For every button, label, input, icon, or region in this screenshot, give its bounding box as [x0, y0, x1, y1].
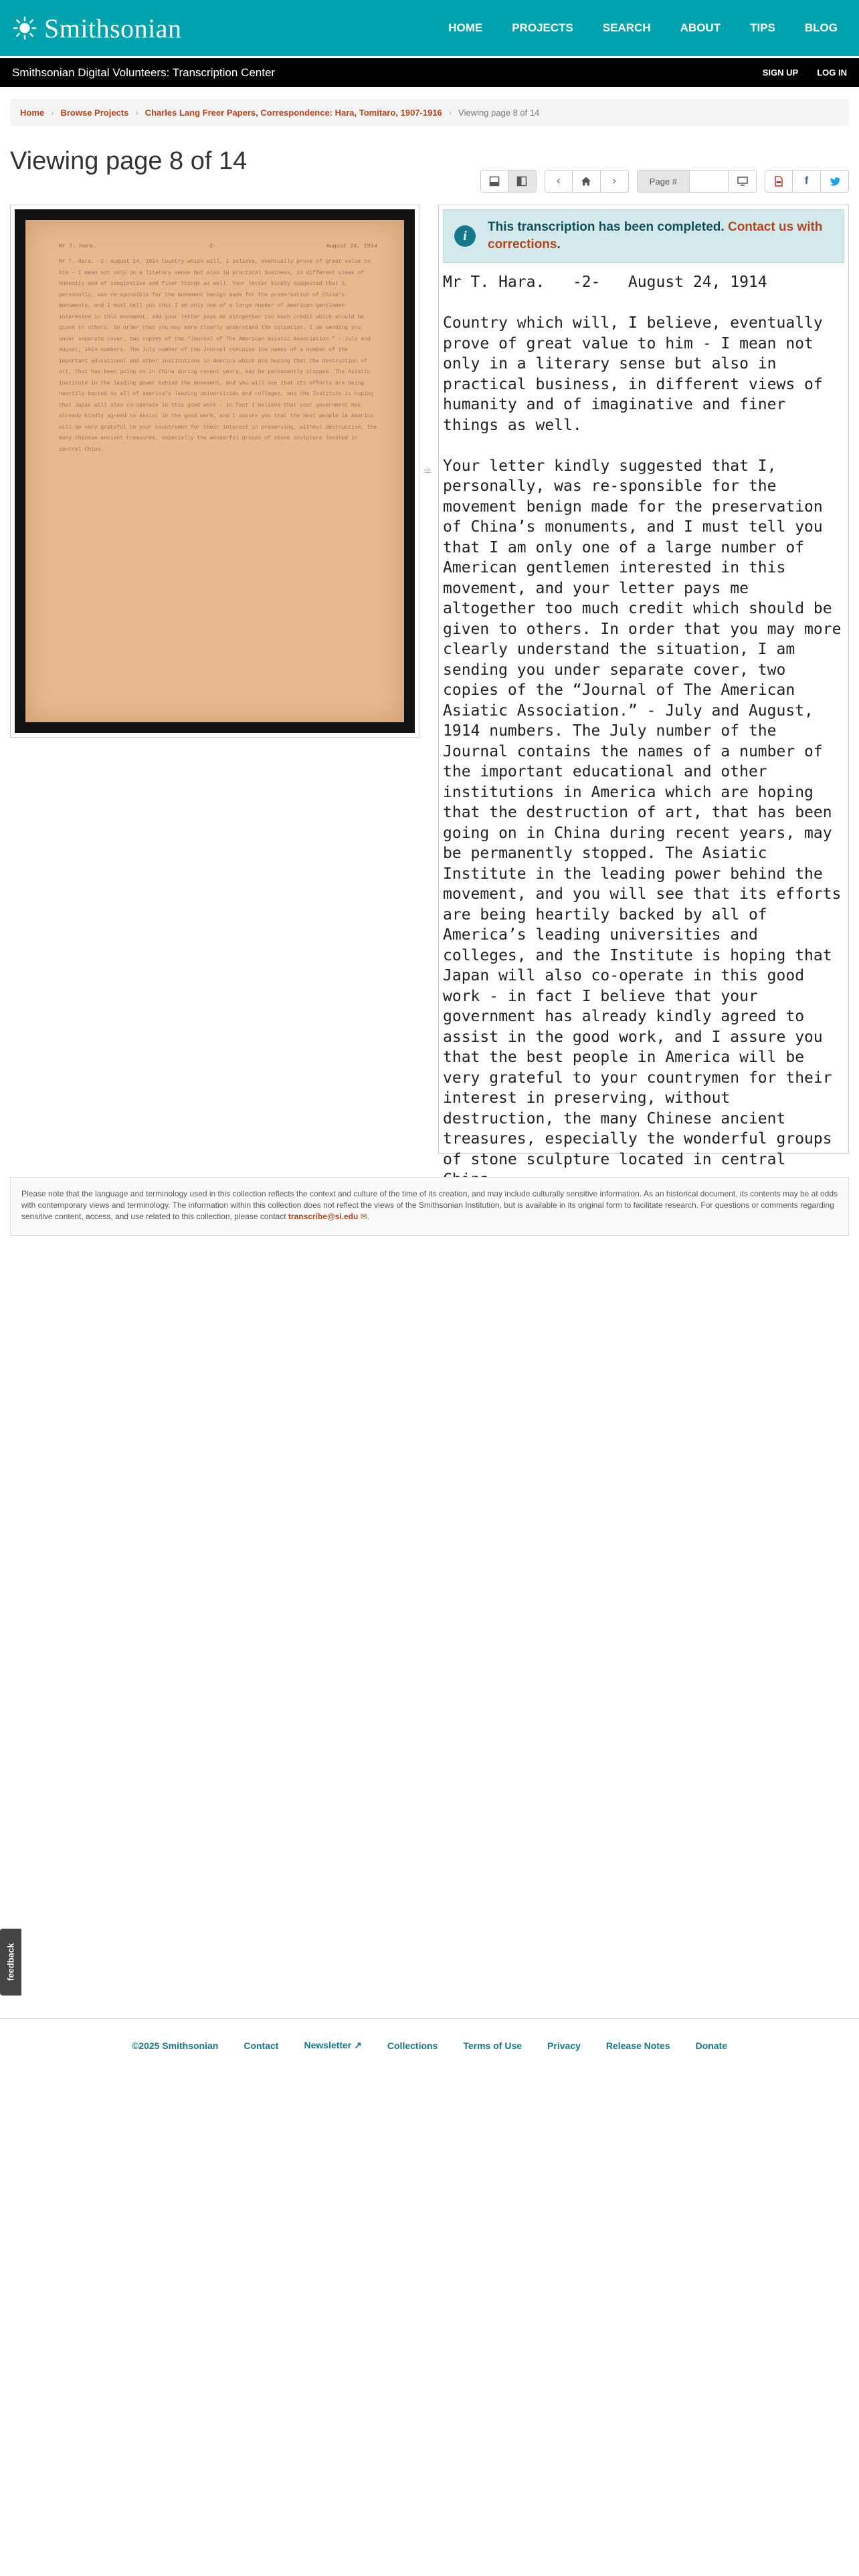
breadcrumb-separator: ›: [135, 107, 138, 118]
contact-corrections-link[interactable]: Contact us with corrections: [488, 220, 823, 251]
auth-links: [763, 68, 847, 78]
alert-period: .: [557, 237, 561, 251]
layout-toggle-group: [480, 170, 537, 193]
footer-donate[interactable]: Donate: [695, 2040, 728, 2051]
footer-terms[interactable]: Terms of Use: [463, 2040, 522, 2051]
doc-header-right: August 24, 1914: [326, 243, 377, 249]
page-jump: [637, 170, 757, 193]
doc-header-left: Mr T. Hara.: [59, 243, 97, 249]
main-nav: [448, 21, 847, 35]
layout-horizontal-button[interactable]: [480, 170, 508, 193]
nav-tips[interactable]: TIPS: [750, 21, 775, 34]
feedback-tab[interactable]: feedback: [0, 1929, 21, 1996]
sunburst-icon: [12, 15, 37, 41]
transcription-panel: [438, 205, 849, 1168]
document-page-image: [25, 220, 404, 722]
sub-header: [0, 56, 859, 87]
login-link[interactable]: LOG IN: [817, 68, 847, 78]
facebook-icon: f: [804, 175, 809, 187]
pane-splitter[interactable]: |||: [423, 468, 431, 473]
chevron-left-icon: ‹: [557, 175, 561, 187]
sensitive-content-notice: [10, 1177, 849, 1236]
prev-page-button[interactable]: [545, 170, 573, 193]
next-page-button[interactable]: [601, 170, 629, 193]
completed-alert: [443, 209, 844, 263]
page-title: Viewing page 8 of 14: [10, 147, 248, 175]
transcription-text: Mr T. Hara. -2- August 24, 1914 Country which will, I believe, eventually prove of great value to him - I mean not only in a literary sense but also in practical business, in different views of humanity and of imaginative and finer things as well. Your letter kindly suggested that I, personally, was re-sponsible for the movement benign made for the preservation of China’s monuments, and I must tell you that I am only one of a large number of American gentlemen interested in this movement, and your letter pays me altogether too much credit which should be given to others. In order that you may more clearly understand the situation, I am sending you under separate cover, two copies of the “Journal of The American Asiatic Association.” - July and August, 1914 numbers. The July number of the Journal contains the names of a number of the important educational and other institutions in America which are hoping that the destruction of art, that has been going on in China during recent years, may be permanently stopped. The Asiatic Institute in the leading power behind the movement, and you will see that its efforts are being heartily backed by all of America’s leading universities and colleges, and the Institute is hoping that Japan will also co-operate in this good work - in fact I believe that your government has already kindly agreed to assist in the good work, and I assure you that the best people in America will be very grateful to your countrymen for their interest in preserving, without destruction, the many Chinese ancient treasures, especially the wonderful groups of stone sculpture located in central: [443, 274, 842, 1168]
breadcrumb-home[interactable]: Home: [20, 107, 45, 118]
external-link-icon: ↗: [354, 2040, 362, 2050]
nav-home[interactable]: HOME: [448, 21, 483, 34]
email-icon: ✉: [360, 1212, 367, 1221]
breadcrumb-separator: ›: [448, 107, 452, 118]
nav-search[interactable]: SEARCH: [602, 21, 651, 34]
go-arrow-icon: [737, 177, 748, 186]
site-subtitle[interactable]: Smithsonian Digital Volunteers: Transcription Center: [12, 66, 276, 79]
nav-projects[interactable]: PROJECTS: [512, 21, 573, 34]
signup-link[interactable]: SIGN UP: [762, 68, 799, 78]
document-image-viewer[interactable]: [10, 205, 419, 738]
nav-about[interactable]: ABOUT: [680, 21, 721, 34]
twitter-share-button[interactable]: [821, 170, 849, 193]
share-group: [765, 170, 849, 193]
page-number-label: Page #: [637, 170, 690, 193]
notice-period: .: [367, 1212, 370, 1221]
nav-blog[interactable]: BLOG: [804, 21, 838, 34]
breadcrumb-current: Viewing page 8 of 14: [458, 107, 540, 118]
breadcrumb-browse[interactable]: Browse Projects: [60, 107, 129, 118]
footer-copyright: ©2025 Smithsonian: [131, 2040, 219, 2051]
top-header: [0, 0, 859, 56]
footer-release-notes[interactable]: Release Notes: [605, 2040, 670, 2051]
breadcrumb-separator: ›: [51, 107, 54, 118]
footer-newsletter-wrap: [304, 2040, 361, 2051]
home-icon: [581, 176, 591, 187]
brand-name: Smithsonian: [44, 13, 182, 43]
doc-header-mid: -2-: [206, 243, 217, 249]
footer-collections[interactable]: Collections: [387, 2040, 438, 2051]
go-to-page-button[interactable]: [729, 170, 757, 193]
document-typed-text: Mr T. Hara. -2- August 24, 1914 Country which will, I believe, eventually prove of great value to him - I mean not only in a literary sense but also in practical business, in different views of humanity and of imaginative and finer things as well. Your letter kindly suggested that I, personally, was re-sponsible for the movement benign made for the preservation of China’s monuments, and I must tell you that I am only one of a large number of American gentlemen interested in this movement, and your letter pays me altogether too much credit which should be given to others. In order that you may more clearly understand the situation, I am sending you under separate cover, two copies of the “Journal of The American Asiatic Association.” - July and August, 1914 numbers. The July number of the Journal contains the names of a number of the important educational and other institutions in America which are hoping that the destruction of art, that has been going on in China during recent years, may be permanently stopped. The Asiatic Institute in the leading power behind the movement, and you will see that its efforts are being heartily backed by all of America’s leading universities and colleges, and the Institute is hoping that Japan will also co-operate in this good work - in fact I believe that your government has already kindly agreed to assist in the good work, and I assure you that the best people in America will be very grateful to your countrymen for their interest in preserving, without destruction, the many Chinese ancient treasures, especially the wonderful groups of stone sculpture located in central China.: [59, 259, 377, 453]
viewer-toolbar: [480, 170, 849, 193]
footer-privacy[interactable]: Privacy: [547, 2040, 581, 2051]
footer-newsletter[interactable]: Newsletter: [304, 2040, 352, 2050]
pdf-icon: [773, 176, 784, 187]
twitter-icon: [830, 177, 840, 186]
footer-contact[interactable]: Contact: [244, 2040, 279, 2051]
layout-vertical-button[interactable]: [508, 170, 537, 193]
chevron-right-icon: ›: [612, 175, 616, 187]
info-icon: i: [454, 225, 476, 247]
facebook-share-button[interactable]: [793, 170, 821, 193]
notice-text: Please note that the language and terminology used in this collection reflects the context and culture of the time of its creation, and may include culturally sensitive information. As an historical document, its contents may be at odds with contemporary views and terminology. The information within this collection does not reflect the views of the Smithsonian Institution, but is available in its original form to facilitate research. For questions or comments regarding sensitive content, access, and use related to this collection, please contact: [21, 1189, 838, 1221]
smithsonian-logo[interactable]: [12, 13, 182, 44]
image-canvas[interactable]: [15, 209, 415, 733]
contact-email-link[interactable]: transcribe@si.edu: [288, 1212, 359, 1221]
document-image-header: [59, 243, 377, 249]
alert-message: [488, 219, 833, 253]
breadcrumb: [10, 99, 849, 126]
site-footer: [0, 2018, 859, 2072]
alert-text: This transcription has been completed.: [488, 220, 725, 234]
page-nav-group: [545, 170, 629, 193]
project-home-button[interactable]: [573, 170, 601, 193]
layout-vertical-icon: [516, 176, 527, 187]
layout-horizontal-icon: [489, 176, 500, 187]
pdf-download-button[interactable]: [765, 170, 793, 193]
page-number-input[interactable]: [690, 170, 729, 193]
breadcrumb-project[interactable]: Charles Lang Freer Papers, Correspondence: Hara, Tomitaro, 1907-1916: [145, 107, 442, 118]
